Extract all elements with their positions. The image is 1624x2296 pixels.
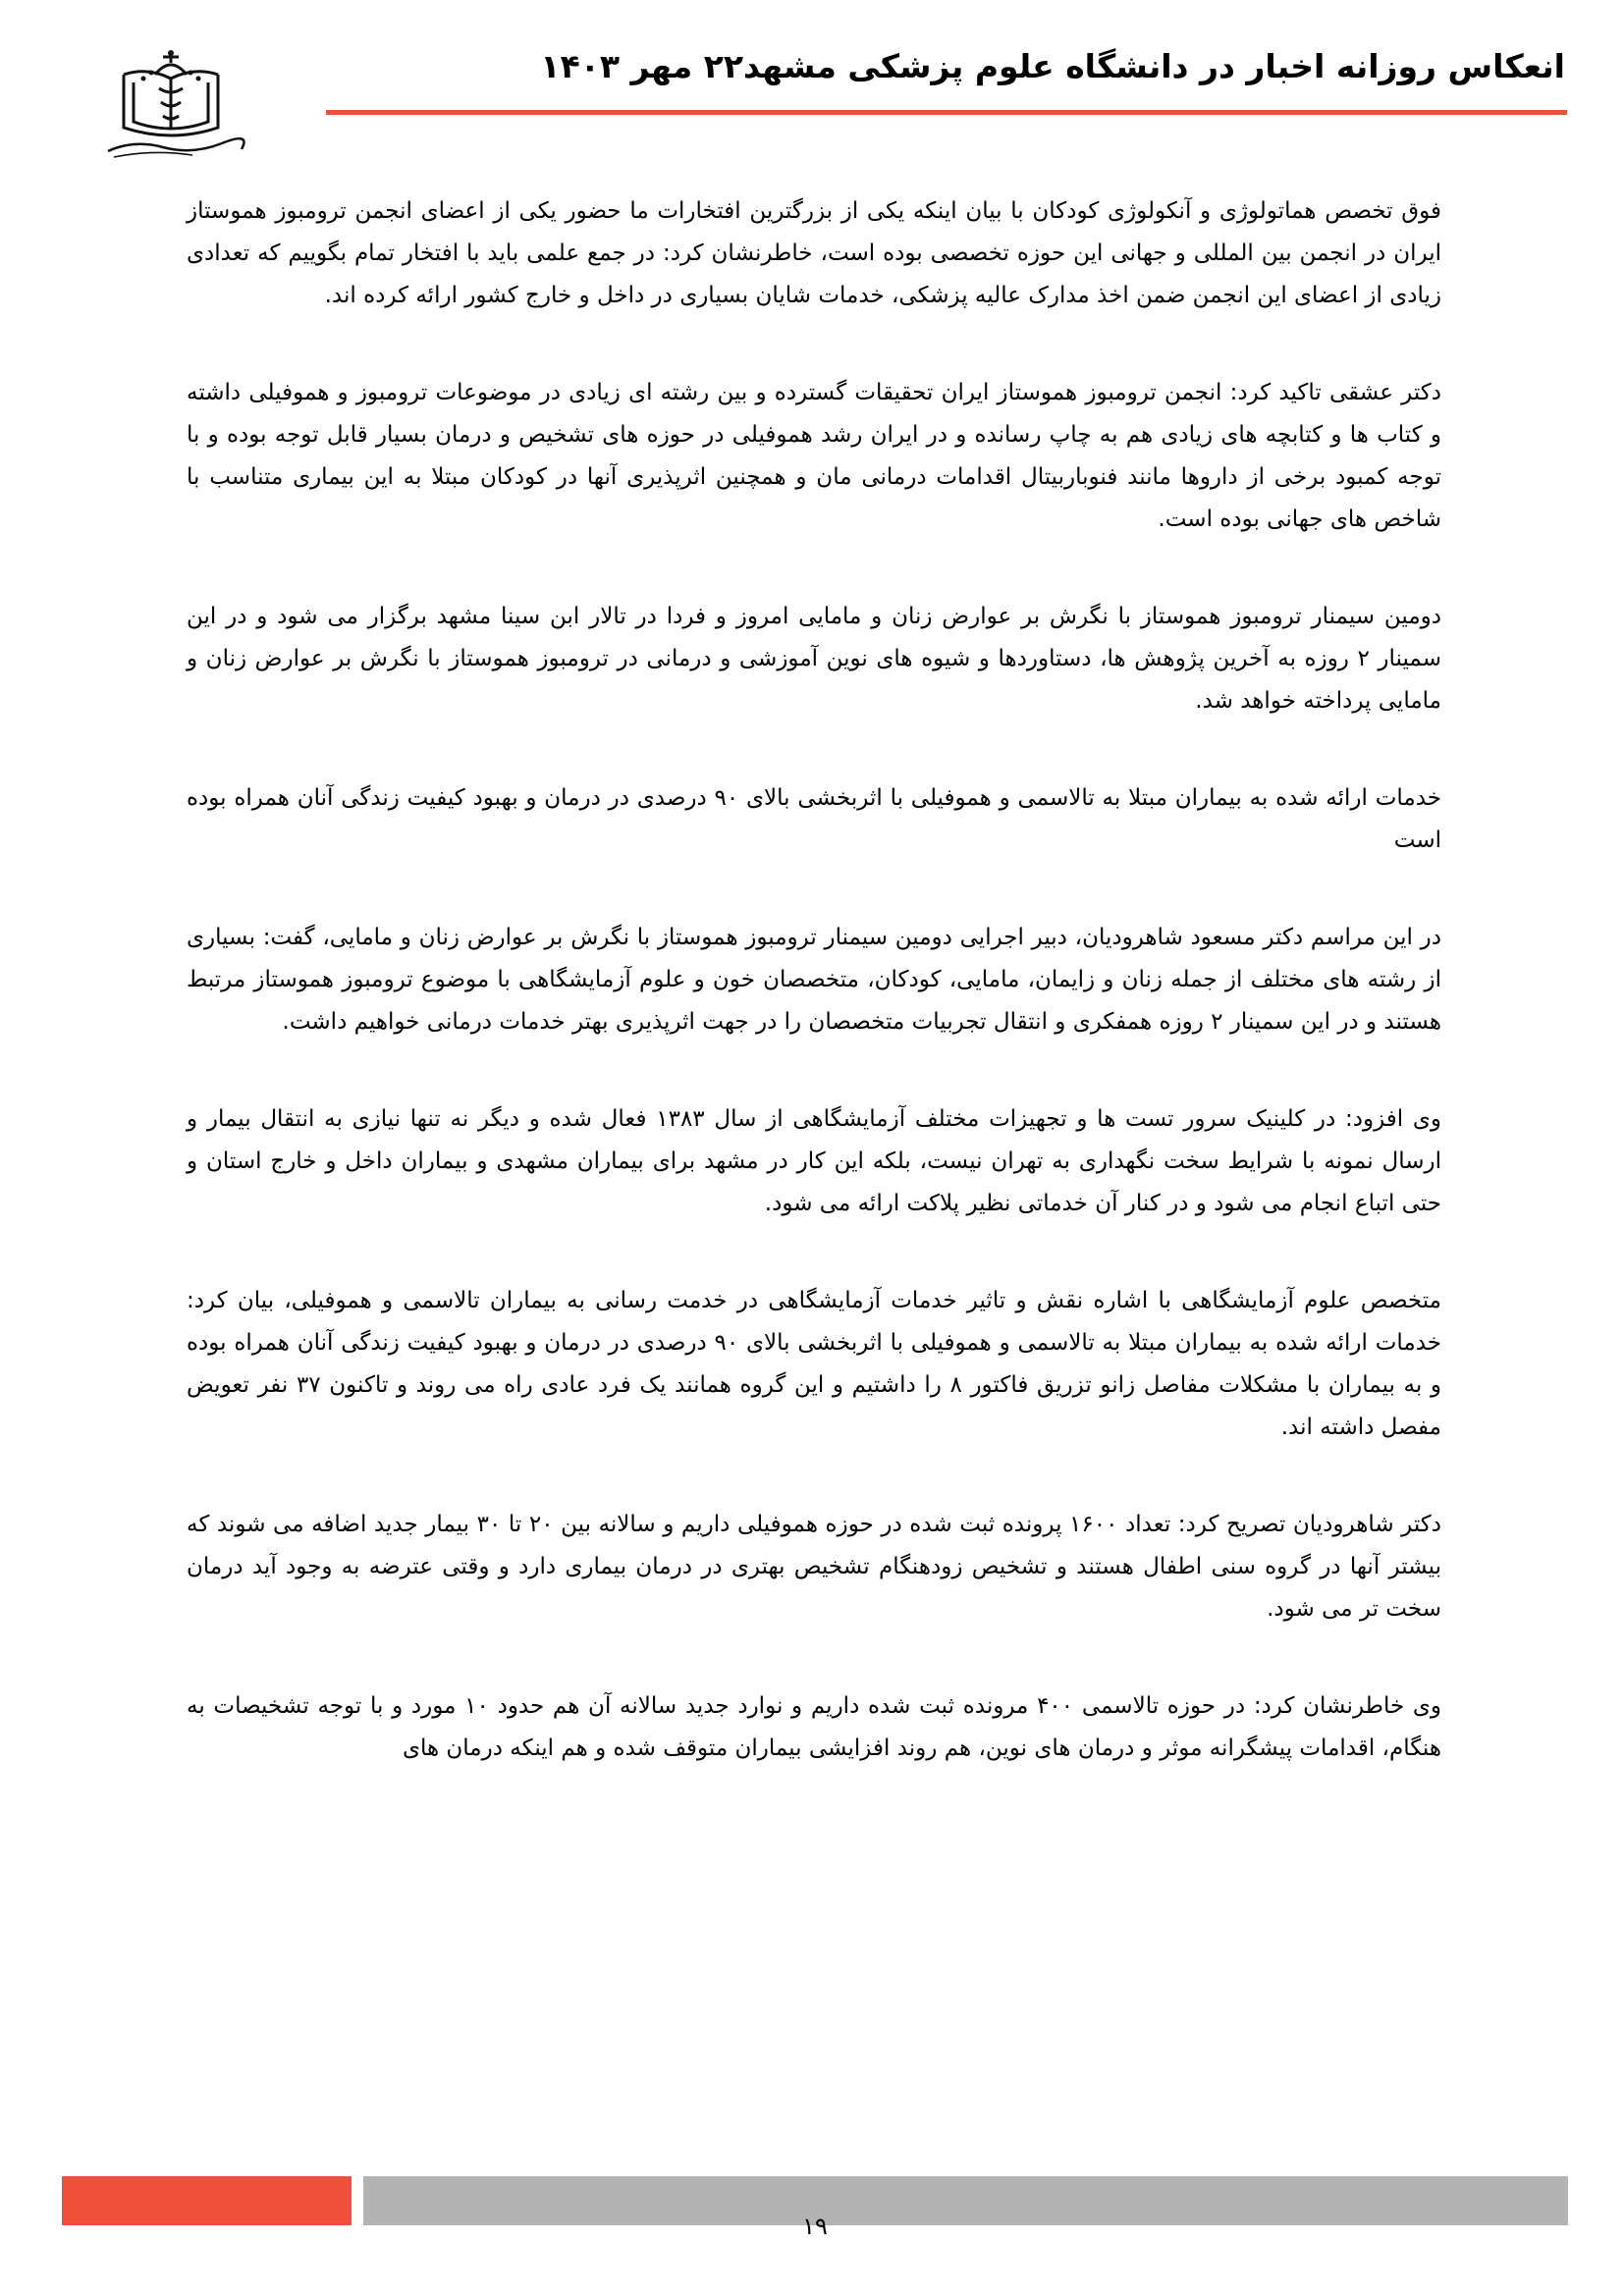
paragraph: خدمات ارائه شده به بیماران مبتلا به تالاسمی و هموفیلی با اثربخشی بالای ۹۰ درصدی در درمان و بهبود کیفیت زندگی آنان همراه بوده است [187,785,1441,853]
paragraph: دومین سیمنار ترومبوز هموستاز با نگرش بر عوارض زنان و مامایی امروز و فردا در تالار ابن سینا مشهد برگزار می شود و در این سمینار ۲ روزه به آخرین پژوهش ها، دستاوردها و شیوه های نوین آموزشی و درمانی در ترومبوز هموستاز با نگرش بر عوارض زنان و مامایی پرداخته خواهد شد. [187,604,1441,714]
paragraph: متخصص علوم آزمایشگاهی با اشاره نقش و تاثیر خدمات آزمایشگاهی در خدمت رسانی به بیماران تالاسمی و هموفیلی، بیان کرد: خدمات ارائه شده به بیماران مبتلا به تالاسمی و هموفیلی با اثربخشی بالای ۹۰ درصدی در درمان و بهبود کیفیت زندگی آنان همراه بوده و به بیماران با مشکلات مفاصل زانو تزریق فاکتور ۸ را داشتیم و این گروه همانند یک فرد عادی راه می روند و تاکنون ۳۷ نفر تعویض مفصل داشته اند. [187,1288,1441,1440]
paragraph: دکتر عشقی تاکید کرد: انجمن ترومبوز هموستاز ایران تحقیقات گسترده و بین رشته ای زیادی در موضوعات ترومبوز و هموفیلی داشته و کتاب ها و کتابچه های زیادی هم به چاپ رسانده و در ایران رشد هموفیلی در حوزه های تشخیص و درمان بسیار قابل توجه بوده و با توجه کمبود برخی از داروها مانند فنوباربیتال اقدامات درمانی مان و همچنین اثرپذیری آنها در کودکان مبتلا به این بیماری متناسب با شاخص های جهانی بوده است. [187,380,1441,532]
page-title: انعکاس روزانه اخبار در دانشگاه علوم پزشکی مشهد۲۲ مهر ۱۴۰۳ [540,47,1565,85]
university-logo [94,45,247,163]
footer-gray-bar [363,2176,1568,2225]
paragraph: دکتر شاهرودیان تصریح کرد: تعداد ۱۶۰۰ پرونده ثبت شده در حوزه هموفیلی داریم و سالانه بین ۲۰ تا ۳۰ بیمار جدید اضافه می شوند که بیشتر آنها در گروه سنی اطفال هستند و تشخیص زودهنگام تشخیص بهتری در درمان بیماری دارد و وقتی عترضه به وجود آید درمان سخت تر می شود. [187,1512,1441,1622]
header-divider [326,110,1567,115]
paragraph: فوق تخصص هماتولوژی و آنکولوژی کودکان با بیان اینکه یکی از بزرگترین افتخارات ما حضور یکی از اعضای انجمن ترومبوز هموستاز ایران در انجمن بین المللی و جهانی این حوزه تخصصی بوده است، خاطرنشان کرد: در جمع علمی باید با افتخار تمام بگوییم که تعدادی زیادی از اعضای این انجمن ضمن اخذ مدارک عالیه پزشکی، خدمات شایان بسیاری در داخل و خارج کشور ارائه کرده اند. [187,198,1441,308]
paragraph: وی افزود: در کلینیک سرور تست ها و تجهیزات مختلف آزمایشگاهی از سال ۱۳۸۳ فعال شده و دیگر نه تنها نیازی به انتقال بیمار و ارسال نمونه با شرایط سخت نگهداری به تهران نیست، بلکه این کار در مشهد برای بیماران مشهدی و بیماران داخل و خارج استان و حتی اتباع انجام می شود و در کنار آن خدماتی نظیر پلاکت ارائه می شود. [187,1106,1441,1216]
paragraph: وی خاطرنشان کرد: در حوزه تالاسمی ۴۰۰ مرونده ثبت شده داریم و نوارد جدید سالانه آن هم حدود ۱۰ مورد و با توجه تشخیصات به هنگام، اقدامات پیشگرانه موثر و درمان های نوین، هم روند افزایشی بیماران متوقف شده و هم اینکه درمان های [187,1693,1441,1761]
footer-accent-bar [62,2176,352,2225]
article-body [187,190,1441,1825]
paragraph: در این مراسم دکتر مسعود شاهرودیان، دبیر اجرایی دومین سیمنار ترومبوز هموستاز با نگرش بر عوارض زنان و مامایی، گفت: بسیاری از رشته های مختلف از جمله زنان و زایمان، مامایی، کودکان، متخصصان خون و علوم آزمایشگاهی با موضوع ترومبوز هموستاز مرتبط هستند و در این سمینار ۲ روزه همفکری و انتقال تجربیات متخصصان را در جهت اثرپذیری بهتر خدمات درمانی خواهیم داشت. [187,925,1441,1035]
page-number: ۱۹ [802,2213,828,2240]
university-emblem-icon [94,45,247,163]
